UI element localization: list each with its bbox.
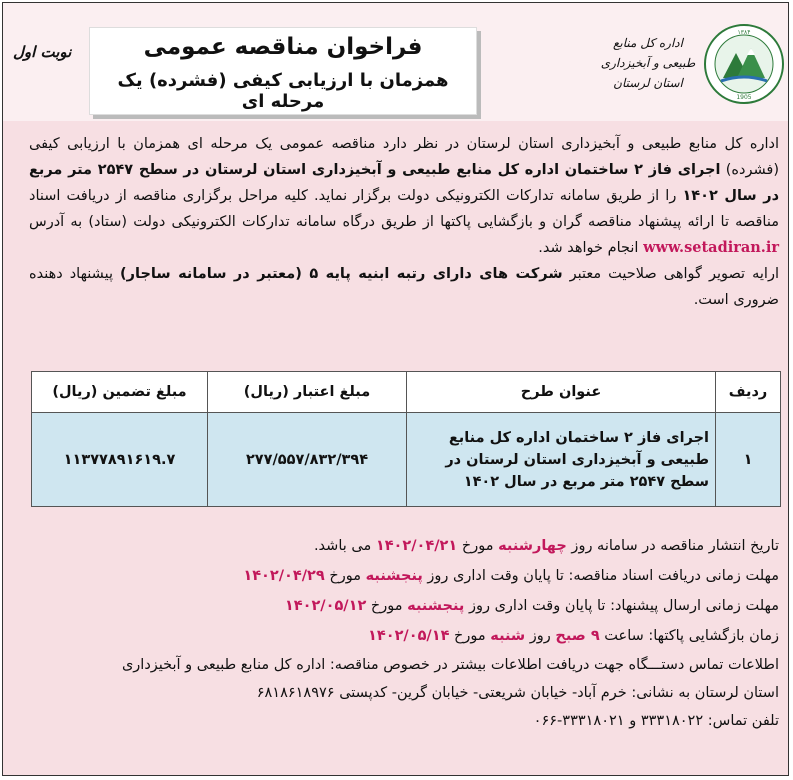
paragraph-2 [29,261,779,313]
col-header-credit: مبلغ اعتبار (ریال) [208,372,407,413]
docs-deadline-line [29,561,779,591]
p2-text-b: پیشنهاد دهنده ضروری است. [29,266,779,308]
paragraph-1 [29,131,779,261]
publish-date-line [29,531,779,561]
publish-date: ۱۴۰۲/۰۴/۲۱ [375,538,458,554]
open-text-c: مورخ [449,628,491,644]
row-project-title: اجرای فاز ۲ ساختمان اداره کل منابع طبیعی و آبخیزداری استان لرستان در سطح ۲۵۴۷ متر مربع در سال ۱۴۰۲ [407,413,716,507]
p1-text-b: را از طریق سامانه تدارکات الکترونیکی دولت برگزار نماید. کلیه مراحل برگزاری مناقصه از دریافت اسناد مناقصه تا ارائه پیشنهاد مناقصه گران و بازگشایی پاکتها از طریق درگاه سامانه تدارکات الکترونیکی دولت (ستاد) به آدرس [29,188,779,230]
table-row [32,413,781,507]
docs-date: ۱۴۰۲/۰۴/۲۹ [243,568,325,584]
col-header-guarantee: مبلغ تضمین (ریال) [32,372,208,413]
open-date: ۱۴۰۲/۰۵/۱۴ [368,628,450,644]
logo-year-top: ۱۳۸۴ [737,29,751,36]
schedule-section [29,531,779,735]
docs-text-b: مورخ [324,568,366,584]
title-box [89,27,477,115]
open-day: شنبه [490,628,526,644]
logo-year-bottom: 1905 [736,94,752,101]
notice-body [29,131,779,313]
org-line-1: اداره کل منابع طبیعی و آبخیزداری [600,36,696,70]
header [3,3,788,121]
contact-info [29,651,779,735]
contact-line-1: اطلاعات تماس دستـــگاه جهت دریافت اطلاعات بیشتر در خصوص مناقصه: اداره کل منابع طبیعی و آبخیزداری [121,657,779,673]
p1-project-bold: اجرای فاز ۲ ساختمان اداره کل منابع طبیعی و آبخیزداری استان لرستان در سطح ۲۵۴۷ متر مربع در سال ۱۴۰۲ [29,162,780,204]
contact-line-2: استان لرستان به نشانی: خرم آباد- خیابان شریعتی- خیابان گرین- کدپستی ۶۸۱۸۶۱۸۹۷۶ [256,685,779,701]
notice-title: فراخوان مناقصه عمومی [143,34,423,60]
setad-url-link[interactable]: www.setadiran.ir [643,239,779,256]
col-header-index: ردیف [716,372,781,413]
submit-text-b: مورخ [366,598,408,614]
notice-frame [2,2,789,776]
p1-text-c: انجام خواهد شد. [538,240,644,256]
col-header-title: عنوان طرح [407,372,716,413]
submit-text-a: مهلت زمانی ارسال پیشنهاد: تا پایان وقت اداری روز [464,598,779,614]
p1-text-a: اداره کل منابع طبیعی و آبخیزداری استان لرستان در نظر دارد مناقصه عمومی یک مرحله ای همزمان با ارزیابی کیفی (فشرده) [29,136,779,178]
round-label: نوبت اول [13,43,72,61]
org-line-2: استان لرستان [613,76,683,90]
tender-table [31,371,781,507]
row-guarantee-amount: ۱۱۳۷۷۸۹۱۶۱۹.۷ [32,413,208,507]
open-text-a: زمان بازگشایی پاکتها: ساعت [599,628,779,644]
row-index: ۱ [716,413,781,507]
p2-requirement-bold: شرکت های دارای رتبه ابنیه پایه ۵ (معتبر در سامانه ساجار) [120,266,563,282]
open-time: ۹ صبح [555,628,600,644]
submit-day: پنجشنبه [407,598,465,614]
notice-subtitle: همزمان با ارزیابی کیفی (فشرده) یک مرحله ای [117,70,449,112]
organization-name [599,33,697,93]
row-credit-amount: ۲۷۷/۵۵۷/۸۳۲/۳۹۴ [208,413,407,507]
submit-deadline-line [29,591,779,621]
open-text-b: روز [525,628,556,644]
opening-time-line [29,621,779,651]
contact-line-3: تلفن تماس: ۳۳۳۱۸۰۲۲ و ۳۳۳۱۸۰۲۱-۰۶۶ [533,713,779,729]
p2-text-a: ارایه تصویر گواهی صلاحیت معتبر [562,266,779,282]
organization-logo-icon [703,23,785,105]
publish-text-a: تاریخ انتشار مناقصه در سامانه روز [566,538,779,554]
docs-day: پنجشنبه [365,568,423,584]
publish-day: چهارشنبه [498,538,567,554]
publish-text-b: مورخ [457,538,499,554]
submit-date: ۱۴۰۲/۰۵/۱۲ [284,598,367,614]
docs-text-a: مهلت زمانی دریافت اسناد مناقصه: تا پایان وقت اداری روز [422,568,779,584]
publish-text-c: می باشد. [313,538,376,554]
table-header-row [32,372,781,413]
